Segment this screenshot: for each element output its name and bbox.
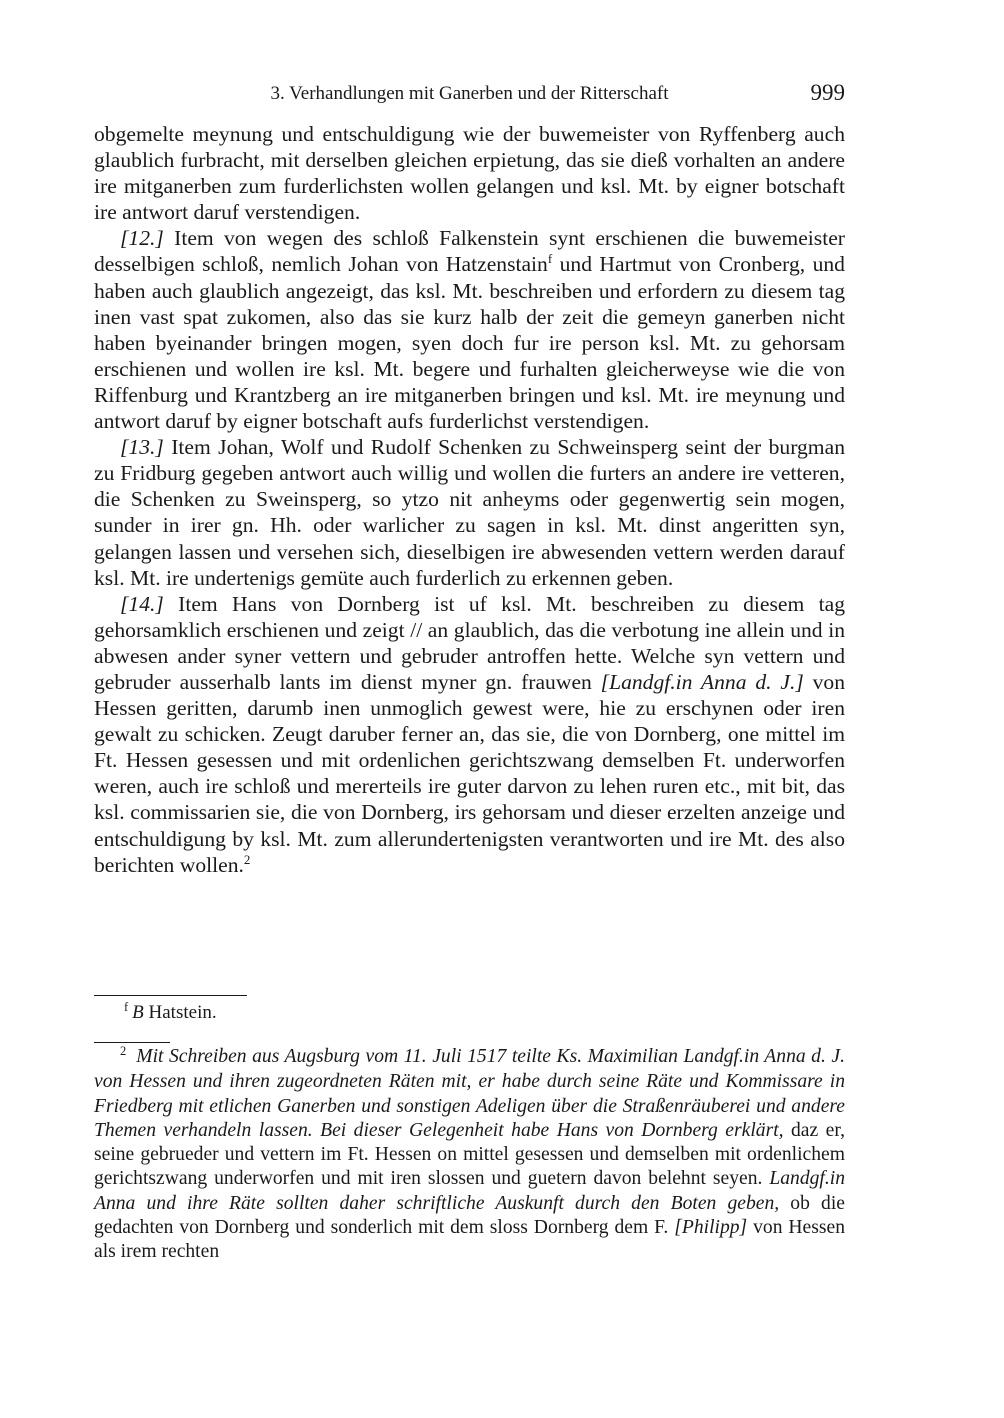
footnote-mark: f [124, 1000, 129, 1014]
section-number: [12.] [120, 226, 164, 251]
paragraph-13 [94, 434, 845, 591]
footnote-text-italic: Landgf.in Anna und ihre Räte sollten daher schriftliche Auskunft durch den Boten geben, [94, 1168, 845, 1214]
main-text [94, 121, 845, 878]
footnote-rule-commentary [94, 1042, 170, 1043]
footnote-rule-critical [94, 995, 247, 996]
paragraph-text: und Hartmut von Cronberg, und haben auch glaublich angezeigt, das ksl. Mt. beschreiben und erfordern zu diesem tag inen vast spat zukomen, also das sie kurz halb der zeit die gemeyn ganerben nicht haben byeinander bringen mogen, syen doch fur ire person ksl. Mt. zu gehorsam erschienen und wollen ire ksl. Mt. begere und furhalten gleicherweyse wie die von Riffenburg und Krantzberg an ire mitganerben bringen und ksl. Mt. ire meynung und antwort daruf by eigner botschaft aufs furderlichst verstendigen. [94, 252, 845, 434]
footnote-f [124, 1000, 217, 1027]
manuscript-siglum: B [132, 1002, 144, 1023]
footnote-text: von Hessen als irem rechten [94, 1217, 845, 1263]
paragraph-text: Item Hans von Dornberg ist uf ksl. Mt. beschreiben zu diesem tag gehorsamklich erschienen und zeigt // an glaublich, das die verbotung ine allein und in abwesen ander syner vettern und gebruder antroffen hette. Welche syn vettern und gebruder ausserhalb lants im dienst myner gn. frauwen [94, 591, 845, 694]
paragraph-continuation: obgemelte meynung und entschuldigung wie der buwemeister von Ryffenberg auch glaublich furbracht, mit derselben gleichen erpietung, das sie dieß vorhalten an andere ire mitganerben zum furderlichsten wollen gelangen und ksl. Mt. by eigner botschaft ire antwort daruf verstendigen. [94, 122, 845, 225]
editorial-insertion: [Philipp] [674, 1217, 748, 1239]
paragraph-14 [94, 591, 845, 878]
running-head [94, 80, 845, 108]
footnote-text-italic: Mit Schreiben aus Augsburg vom 11. Juli 1517 teilte Ks. Maximilian Landgf.in Anna d. J. von Hessen und ihren zugeordneten Räten mit, er habe durch seine Räte und Kommissare in Friedberg mit etlichen Ganerben und sonstigen Adeligen über die Straßenräuberei und andere Themen verhandeln lassen. Bei dieser Gelegenheit habe Hans von Dornberg erklärt, [94, 1046, 845, 1141]
paragraph-text: von Hessen geritten, darumb inen unmoglich gewest were, hie zu erschynen oder iren gewalt zu schicken. Zeugt daruber ferner an, das sie, die von Dornberg, one mittel im Ft. Hessen gesessen und mit ordenlichen gerichtszwang demselben Ft. underworfen weren, auch ire schloß und mererteils ire guter darvon zu lehen ruren etc., mit bit, das ksl. commissarien sie, die von Dornberg, irs gehorsam und dieser erzelten anzeige und entschuldigung by ksl. Mt. zum allerundertenigsten verantworten und ire Mt. des also berichten wollen. [94, 669, 845, 877]
footnote-ref-f[interactable]: f [547, 251, 553, 267]
footnote-text: Hatstein. [143, 1002, 217, 1023]
footnote-text: daz er, seine gebrueder und vettern im Ft. Hessen on mittel gesessen und demselben mit ordenlichem gerichtszwang underworfen und mit iren slossen und guetern davon belehnt seyen. [94, 1119, 846, 1190]
footnote-text: ob die gedachten von Dornberg und sonderlich mit dem sloss Dornberg dem F. [94, 1192, 845, 1239]
running-title: 3. Verhandlungen mit Ganerben und der Ritterschaft [270, 83, 669, 104]
paragraph-12 [94, 225, 845, 434]
page-number: 999 [810, 80, 845, 105]
footnote-mark: 2 [120, 1044, 127, 1058]
section-number: [14.] [120, 591, 164, 616]
paragraph-text: Item von wegen des schloß Falkenstein synt erschienen die buwemeister desselbigen schloß, nemlich Johan von Hatzenstain [94, 226, 845, 277]
section-number: [13.] [120, 435, 164, 460]
paragraph-text: Item Johan, Wolf und Rudolf Schenken zu Schweinsperg seint der burgman zu Fridburg gegeben antwort auch willig und wollen die furters an andere ire vetteren, die Schenken zu Sweinsperg, so ytzo nit anheyms oder gegenwertig sein mogen, sunder in irer gn. Hh. oder warlicher zu sagen in ksl. Mt. dinst angeritten syn, gelangen lassen und versehen sich, dieselbigen ire abwesenden vettern werden darauf ksl. Mt. ire undertenigs gemüte auch furderlich zu erkennen geben. [94, 435, 845, 590]
footnote-2 [94, 1045, 845, 1265]
footnote-ref-2[interactable]: 2 [243, 851, 251, 867]
editorial-insertion: [Landgf.in Anna d. J.] [600, 669, 804, 694]
